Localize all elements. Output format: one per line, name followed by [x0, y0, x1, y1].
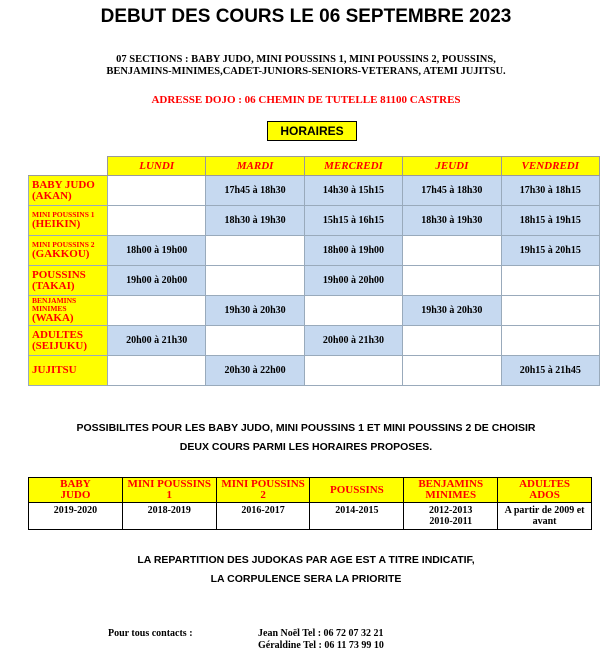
schedule-row [29, 266, 600, 296]
time-slot: 19h30 à 20h30 [403, 296, 501, 326]
day-header: VENDREDI [501, 157, 599, 176]
horaires-heading: HORAIRES [267, 121, 357, 141]
time-slot [403, 266, 501, 296]
time-slot [501, 326, 599, 356]
age-header-row [29, 478, 592, 503]
time-slot: 17h45 à 18h30 [403, 176, 501, 206]
age-value-row [29, 503, 592, 530]
birth-years [498, 503, 592, 530]
sections-line-2: BENJAMINS-MINIMES,CADET-JUNIORS-SENIORS-VETERANS, ATEMI JUJITSU. [106, 66, 506, 77]
birth-years-line: 2016-2017 [241, 505, 285, 516]
age-group-header-line: BABY [60, 478, 91, 490]
possibilites-note [40, 419, 572, 457]
birth-years-line: 2018-2019 [147, 505, 191, 516]
age-group-header-line: 1 [166, 489, 172, 501]
time-slot [206, 236, 304, 266]
time-slot: 19h15 à 20h15 [501, 236, 599, 266]
time-slot: 18h00 à 19h00 [304, 236, 402, 266]
schedule-row [29, 356, 600, 386]
group-japanese-name: (AKAN) [32, 189, 72, 202]
group-japanese-name: (GAKKOU) [32, 248, 90, 260]
age-group-header [498, 478, 592, 503]
group-label [29, 266, 108, 296]
group-label [29, 356, 108, 386]
age-group-header [404, 478, 498, 503]
contacts-list [258, 628, 384, 652]
group-name: MINI POUSSINS 2 [32, 240, 95, 249]
group-name: BABY JUDO [32, 178, 95, 191]
group-label [29, 206, 108, 236]
page-title: DEBUT DES COURS LE 06 SEPTEMBRE 2023 [100, 6, 512, 27]
birth-years-line: avant [532, 516, 557, 527]
group-label [29, 176, 108, 206]
group-name: MINI POUSSINS 1 [32, 210, 95, 219]
group-name: JUJITSU [32, 364, 77, 376]
age-group-header [122, 478, 216, 503]
age-table [28, 477, 592, 530]
age-group-header-line: POUSSINS [330, 483, 384, 496]
birth-years-line: 2012-2013 [429, 505, 473, 516]
corner-cell [29, 157, 108, 176]
birth-years-line: 2010-2011 [429, 516, 473, 527]
time-slot: 18h00 à 19h00 [108, 236, 206, 266]
group-japanese-name: (HEIKIN) [32, 218, 81, 230]
repartition-line-1: LA REPARTITION DES JUDOKAS PAR AGE EST A TITRE INDICATIF, [137, 554, 475, 566]
time-slot: 17h45 à 18h30 [206, 176, 304, 206]
time-slot: 19h00 à 20h00 [304, 266, 402, 296]
repartition-note [40, 551, 572, 589]
birth-years [122, 503, 216, 530]
time-slot: 20h15 à 21h45 [501, 356, 599, 386]
birth-years-line: 2019-2020 [53, 505, 98, 516]
day-header: MARDI [206, 157, 304, 176]
group-name: ADULTES [32, 328, 83, 341]
possibilites-line-1: POSSIBILITES POUR LES BABY JUDO, MINI POUSSINS 1 ET MINI POUSSINS 2 DE CHOISIR [76, 422, 536, 434]
group-japanese-name: (SEIJUKU) [32, 339, 88, 352]
repartition-line-2: LA CORPULENCE SERA LA PRIORITE [210, 573, 402, 585]
day-header: MERCREDI [304, 157, 402, 176]
group-label [29, 296, 108, 326]
time-slot: 17h30 à 18h15 [501, 176, 599, 206]
contact-geraldine: Géraldine Tel : 06 11 73 99 10 [258, 640, 384, 651]
dojo-address: ADRESSE DOJO : 06 CHEMIN DE TUTELLE 81100 CASTRES [151, 94, 461, 106]
age-group-header [29, 478, 123, 503]
time-slot [108, 356, 206, 386]
birth-years-line: A partir de 2009 et [504, 505, 585, 516]
group-label [29, 236, 108, 266]
time-slot: 20h00 à 21h30 [108, 326, 206, 356]
time-slot: 15h15 à 16h15 [304, 206, 402, 236]
age-group-header [216, 478, 310, 503]
birth-years [216, 503, 310, 530]
group-label [29, 326, 108, 356]
schedule-row [29, 236, 600, 266]
time-slot: 18h30 à 19h30 [206, 206, 304, 236]
time-slot [403, 236, 501, 266]
birth-years [29, 503, 123, 530]
time-slot [206, 326, 304, 356]
group-japanese-name: (TAKAI) [32, 279, 75, 292]
schedule-row [29, 206, 600, 236]
sections-text [40, 54, 572, 78]
time-slot [501, 266, 599, 296]
schedule-table [28, 156, 600, 386]
time-slot [403, 326, 501, 356]
time-slot: 18h15 à 19h15 [501, 206, 599, 236]
time-slot: 20h30 à 22h00 [206, 356, 304, 386]
birth-years-line: 2014-2015 [335, 505, 379, 516]
possibilites-line-2: DEUX COURS PARMI LES HORAIRES PROPOSES. [179, 441, 433, 453]
time-slot [304, 296, 402, 326]
age-group-header-line: JUDO [60, 489, 91, 501]
time-slot [108, 296, 206, 326]
schedule-header-row [29, 157, 600, 176]
time-slot: 19h00 à 20h00 [108, 266, 206, 296]
age-group-header-line: BENJAMINS [418, 478, 484, 490]
age-group-header-line: MINI POUSSINS [127, 478, 211, 490]
time-slot [108, 176, 206, 206]
time-slot [206, 266, 304, 296]
time-slot [304, 356, 402, 386]
birth-years [404, 503, 498, 530]
birth-years [310, 503, 404, 530]
group-name: POUSSINS [32, 268, 86, 281]
age-group-header-line: ADULTES [519, 478, 571, 490]
time-slot: 14h30 à 15h15 [304, 176, 402, 206]
schedule-row [29, 326, 600, 356]
age-group-header-line: ADOS [529, 489, 560, 501]
schedule-row [29, 296, 600, 326]
group-name: BENJAMINS MINIMES [32, 296, 77, 313]
schedule-row [29, 176, 600, 206]
sections-line-1: 07 SECTIONS : BABY JUDO, MINI POUSSINS 1, MINI POUSSINS 2, POUSSINS, [116, 54, 496, 65]
day-header: LUNDI [108, 157, 206, 176]
contacts-label: Pour tous contacts : [108, 628, 193, 639]
time-slot: 19h30 à 20h30 [206, 296, 304, 326]
age-group-header [310, 478, 404, 503]
group-japanese-name: (WAKA) [32, 312, 74, 324]
day-header: JEUDI [403, 157, 501, 176]
time-slot [403, 356, 501, 386]
time-slot [501, 296, 599, 326]
time-slot: 20h00 à 21h30 [304, 326, 402, 356]
time-slot: 18h30 à 19h30 [403, 206, 501, 236]
contact-jean-noel: Jean Noël Tel : 06 72 07 32 21 [258, 628, 384, 639]
age-group-header-line: MINI POUSSINS [221, 478, 305, 490]
age-group-header-line: 2 [260, 489, 266, 501]
age-group-header-line: MINIMES [425, 489, 477, 501]
time-slot [108, 206, 206, 236]
